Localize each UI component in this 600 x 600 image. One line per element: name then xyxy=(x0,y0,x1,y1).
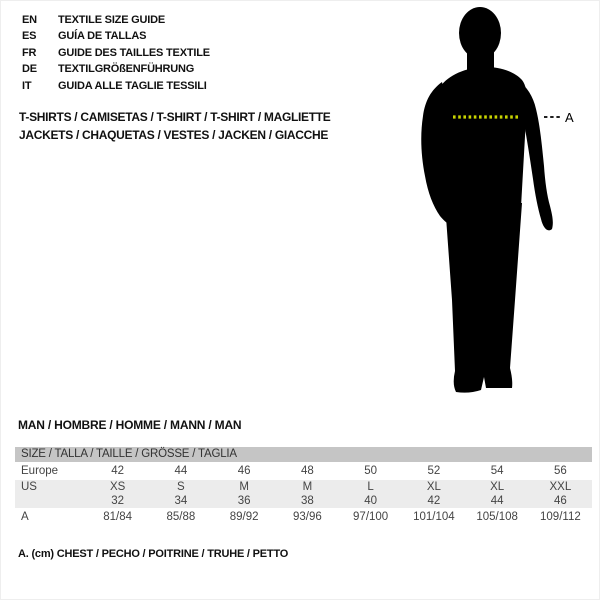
table-row xyxy=(15,462,592,480)
table-cell: 44 xyxy=(174,465,188,477)
category-line: T-SHIRTS / CAMISETAS / T-SHIRT / T-SHIRT / MAGLIETTE xyxy=(19,110,331,124)
language-label: GUIDA ALLE TAGLIE TESSILI xyxy=(58,79,207,92)
table-cell: 48 xyxy=(300,465,314,477)
silhouette-torso xyxy=(438,67,527,207)
table-cell: 50 xyxy=(364,465,378,477)
table-cell: 46 xyxy=(237,465,251,477)
table-cell: 42 xyxy=(111,465,125,477)
table-cell: 40 xyxy=(364,495,378,507)
table-cell: 32 xyxy=(111,495,125,507)
table-row xyxy=(15,480,592,494)
language-label: GUIDE DES TAILLES TEXTILE xyxy=(58,46,210,59)
table-cell: 52 xyxy=(427,465,441,477)
table-cell: 101/104 xyxy=(413,511,455,523)
language-row-it xyxy=(22,78,210,94)
table-cell: 56 xyxy=(553,465,567,477)
language-label: TEXTILGRÖßENFÜHRUNG xyxy=(58,63,195,76)
table-cell: 81/84 xyxy=(103,511,133,523)
language-label: GUÍA DE TALLAS xyxy=(58,30,147,43)
table-cell: 44 xyxy=(490,495,504,507)
table-cell: XS xyxy=(109,481,126,493)
footnote-chest: A. (cm) CHEST / PECHO / POITRINE / TRUHE / PETTO xyxy=(18,548,289,560)
table-cell: 105/108 xyxy=(476,511,518,523)
table-cell: 93/96 xyxy=(292,511,322,523)
table-cell: M xyxy=(239,481,249,493)
section-title-man: MAN / HOMBRE / HOMME / MANN / MAN xyxy=(18,418,242,432)
language-code: FR xyxy=(22,46,37,59)
size-table xyxy=(15,447,592,526)
row-label: A xyxy=(21,511,29,523)
table-cell: S xyxy=(177,481,185,493)
table-cell: 54 xyxy=(490,465,504,477)
language-code: ES xyxy=(22,30,37,43)
language-row-es xyxy=(22,28,210,44)
table-cell: 34 xyxy=(174,495,188,507)
size-table-body xyxy=(15,462,592,526)
table-cell: 89/92 xyxy=(229,511,259,523)
table-cell: 42 xyxy=(427,495,441,507)
table-cell: L xyxy=(367,481,374,493)
row-label: US xyxy=(21,481,37,493)
table-cell: 109/112 xyxy=(540,511,581,523)
row-label: Europe xyxy=(21,465,59,477)
table-cell: XXL xyxy=(549,481,572,493)
language-code: DE xyxy=(22,63,37,76)
table-cell: M xyxy=(302,481,313,493)
table-cell: 46 xyxy=(553,495,567,507)
table-cell: 97/100 xyxy=(353,511,389,523)
silhouette-legs xyxy=(445,203,522,393)
category-line: JACKETS / CHAQUETAS / VESTES / JACKEN / GIACCHE xyxy=(19,128,329,142)
language-row-de xyxy=(22,61,210,77)
language-code: EN xyxy=(22,14,37,26)
table-cell: XL xyxy=(490,481,505,493)
table-row xyxy=(15,508,592,526)
table-row xyxy=(15,494,592,508)
language-code: IT xyxy=(22,79,32,92)
language-label: TEXTILE SIZE GUIDE xyxy=(58,14,166,26)
category-list xyxy=(19,108,331,144)
table-cell: 36 xyxy=(237,495,251,507)
language-list xyxy=(22,12,210,94)
man-silhouette-figure xyxy=(400,0,600,412)
language-row-fr xyxy=(22,45,210,61)
size-table-header: SIZE / TALLA / TAILLE / GRÖSSE / TAGLIA xyxy=(15,447,592,462)
table-cell: 85/88 xyxy=(166,511,196,523)
measure-a-label: A xyxy=(565,110,574,125)
table-cell: XL xyxy=(426,481,441,493)
language-row-en xyxy=(22,12,210,28)
table-cell: 38 xyxy=(300,495,314,507)
